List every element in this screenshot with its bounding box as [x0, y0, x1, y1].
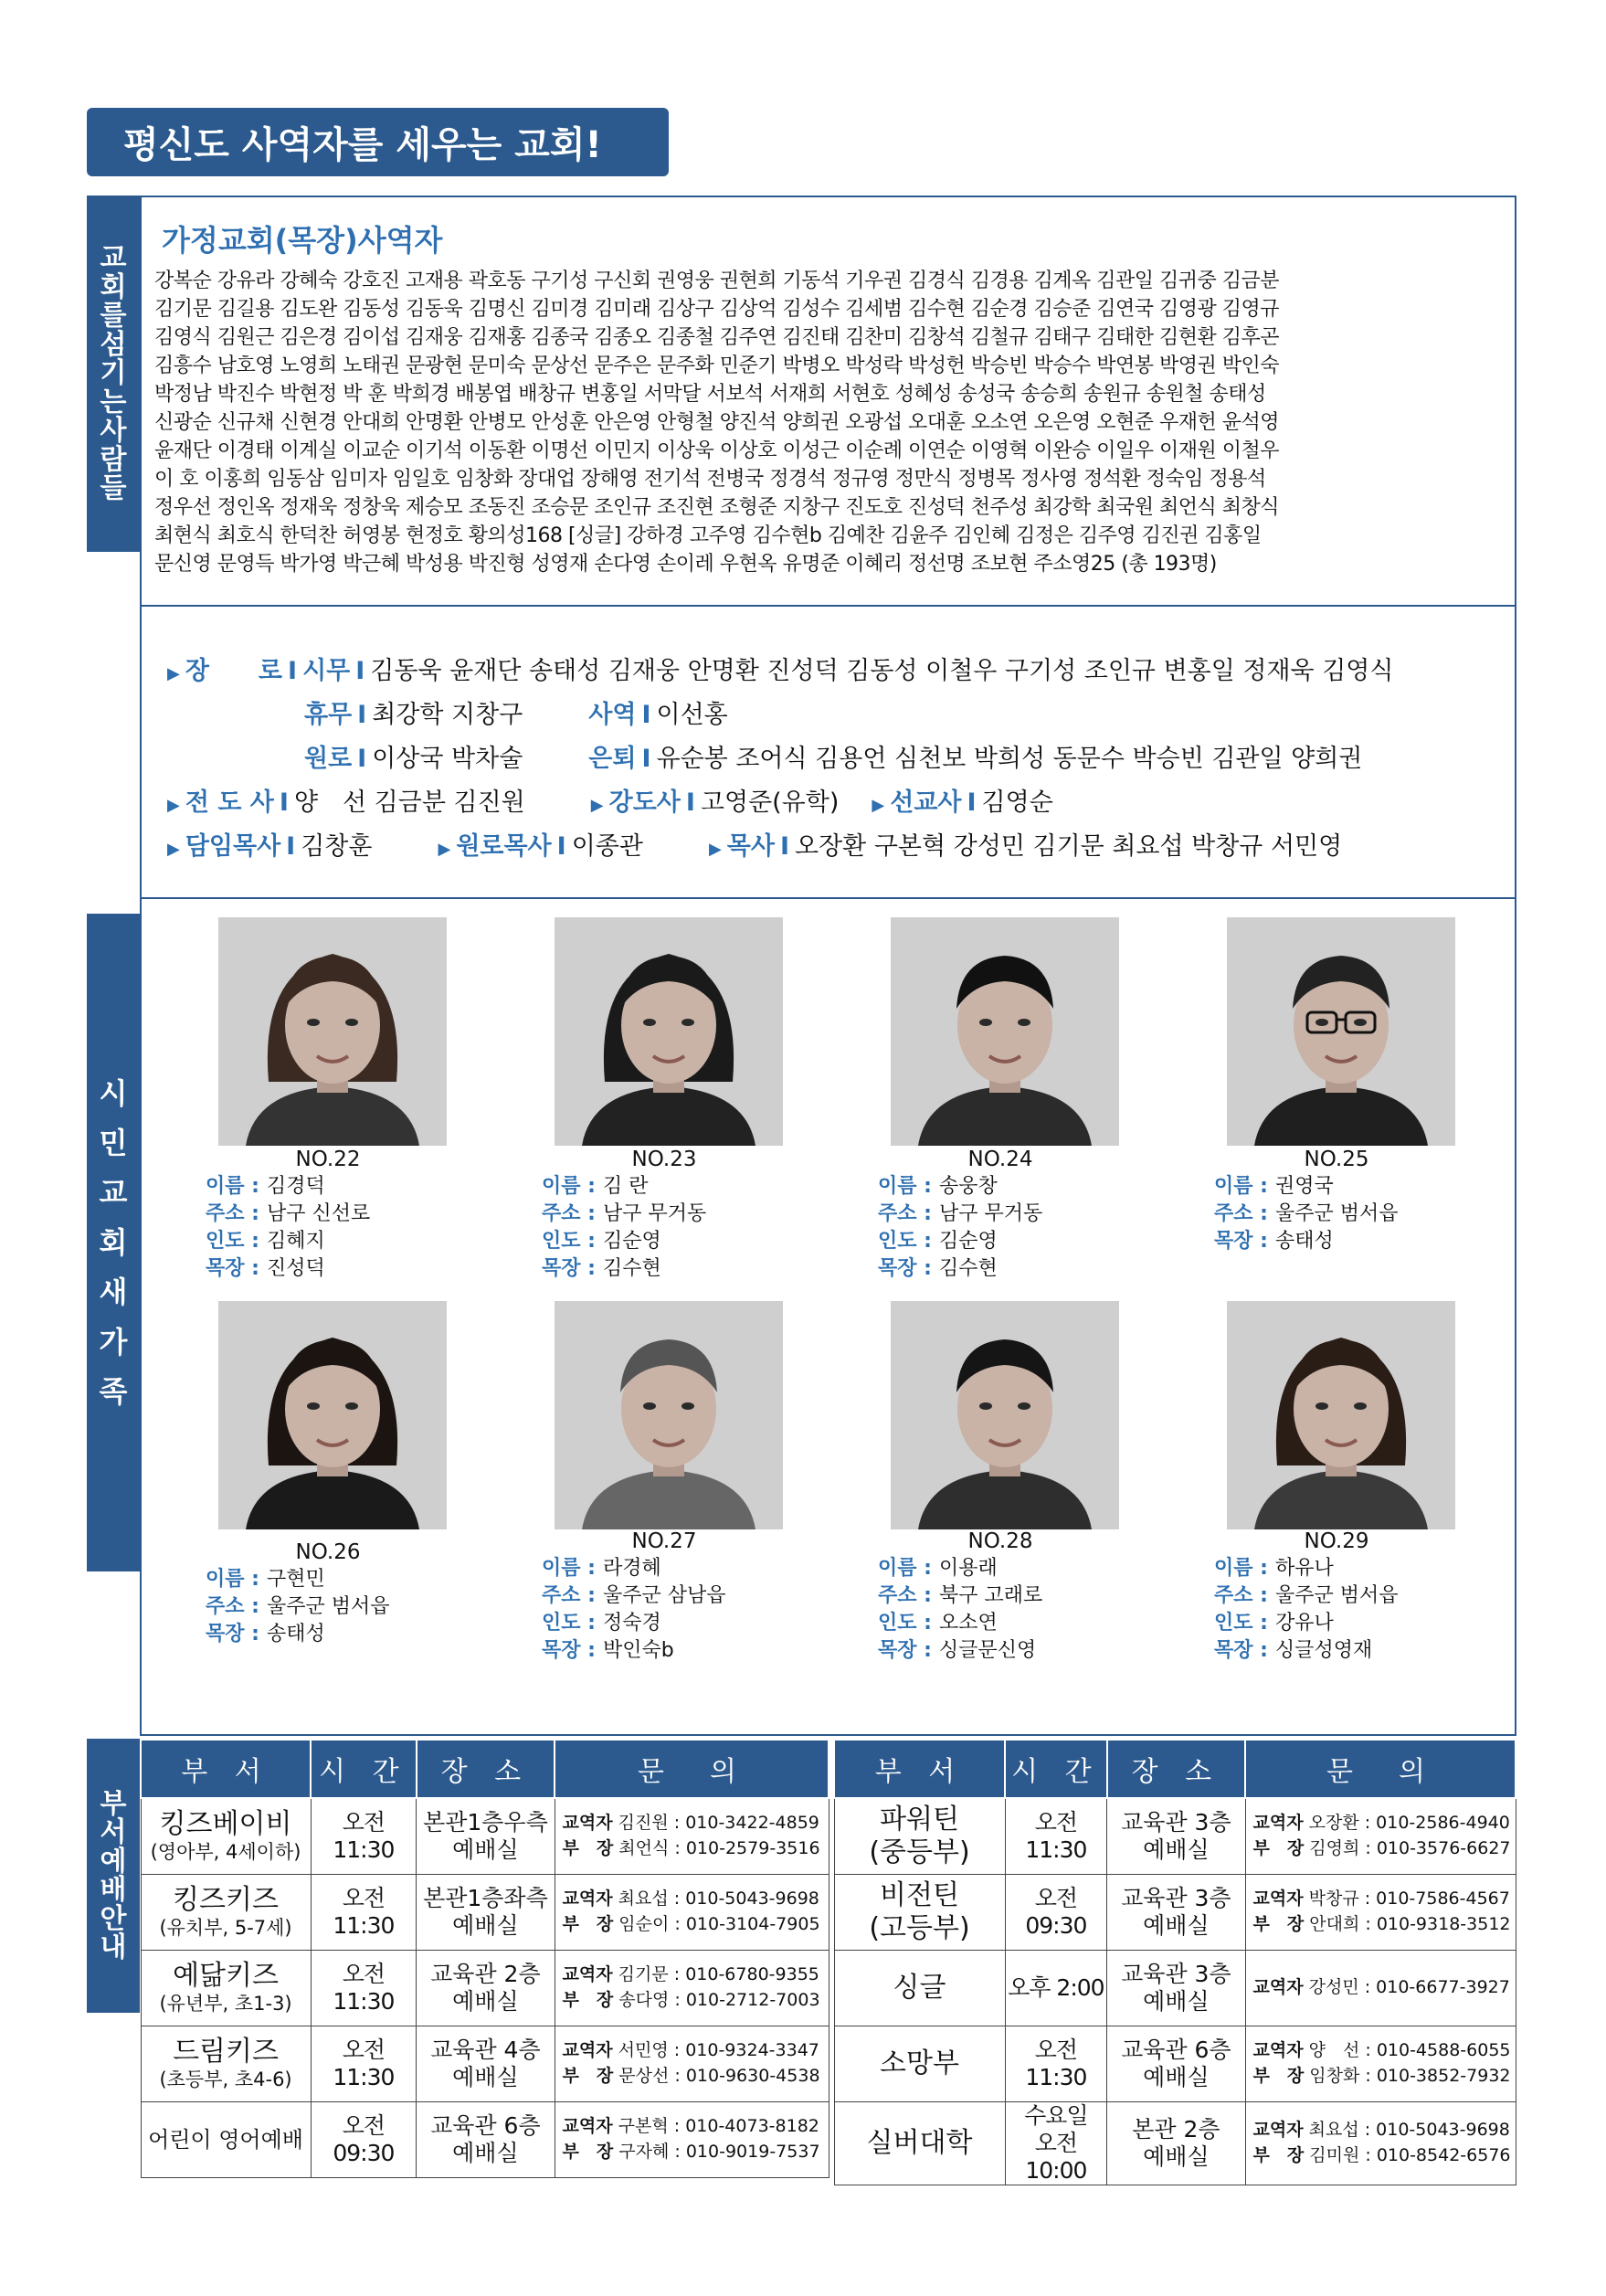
dept-row: 싱글 오후 2:00 교육관 3층 예배실 교역자 강성민 : 010-6677-3927	[834, 1951, 1516, 2026]
triangle-icon: ▶	[167, 840, 180, 859]
members-heading: 가정교회(목장)사역자	[162, 223, 443, 258]
members-line: 최현식 최호식 한덕찬 허영봉 현정호 황의성168 [싱글] 강하경 고주영 김수현b 김예찬 김윤주 김인혜 김정은 김주영 김진권 김홍일	[154, 524, 1262, 547]
dept-header: 장 소	[1107, 1740, 1245, 1798]
dept-row: 파워틴 (중등부) 오전 11:30 교육관 3층 예배실 교역자 오장환 : 010-2586-4940 부 장 김영희 : 010-3576-6627	[834, 1798, 1516, 1875]
member-photo	[218, 1301, 447, 1529]
dept-header: 문 의	[1245, 1740, 1516, 1798]
dept-contact: 교역자 최요섭 : 010-5043-9698 부 장 김미원 : 010-8542-6576	[1245, 2102, 1516, 2185]
dept-table-right	[833, 1739, 1516, 2185]
dept-row: 예닮키즈 (유년부, 초1-3) 오전 11:30 교육관 2층 예배실 교역자 김기문 : 010-6780-9355 부 장 송다영 : 010-2712-7003	[141, 1951, 829, 2026]
staff-row-pastors: ▶ 담임목사 I 김창훈 ▶ 원로목사 I 이종관 ▶ 목사 I 오장환 구본혁 강성민 김기문 최요섭 박창규 서민영	[167, 832, 1343, 861]
members-line: 박정남 박진수 박현정 박 훈 박희경 배봉엽 배창규 변홍일 서막달 서보석 서재희 서현호 성혜성 송성국 송승희 송원규 송원철 송태성	[154, 383, 1266, 406]
dept-contact: 교역자 김진원 : 010-3422-4859 부 장 최언식 : 010-2579-3516	[555, 1798, 829, 1875]
staff-section	[140, 605, 1516, 899]
dept-contact: 교역자 박창규 : 010-7586-4567 부 장 안대희 : 010-9318-3512	[1245, 1875, 1516, 1951]
members-line: 김영식 김원근 김은경 김이섭 김재웅 김재홍 김종국 김종오 김종철 김주연 김진태 김찬미 김창석 김철규 김태구 김태한 김현환 김후곤	[154, 326, 1279, 349]
dept-header: 시 간	[1005, 1740, 1107, 1798]
member-number: NO.23	[631, 1148, 697, 1171]
staff-row-evangelists: ▶ 전 도 사 I 양 선 김금분 김진원 ▶ 강도사 I 고영준(유학) ▶ 선교사 I 김영순	[167, 788, 1053, 817]
family-section-tab: 시 민 교 회 새 가 족	[87, 914, 140, 1571]
dept-contact: 교역자 구본혁 : 010-4073-8182 부 장 구자혜 : 010-9019-7537	[555, 2102, 829, 2178]
member-info: 이름 : 이용래 주소 : 북구 고래로 인도 : 오소연 목장 : 싱글문신영	[878, 1557, 1043, 1662]
dept-section-tab: 부 서 예 배 안 내	[87, 1739, 140, 2013]
members-section-tab: 교 회 를 섬 기 는 사 람 들	[87, 196, 140, 552]
member-number: NO.28	[967, 1529, 1033, 1553]
member-info: 이름 : 김 란 주소 : 남구 무거동 인도 : 김순영 목장 : 김수현	[542, 1175, 707, 1280]
dept-row: 드림키즈 (초등부, 초4-6) 오전 11:30 교육관 4층 예배실 교역자 서민영 : 010-9324-3347 부 장 문상선 : 010-9630-4538	[141, 2026, 829, 2102]
members-line: 김흥수 남호영 노영희 노태권 문광현 문미숙 문상선 문주은 문주화 민준기 박병오 박성락 박성헌 박승빈 박승수 박연봉 박영권 박인숙	[154, 354, 1279, 377]
member-photo	[555, 917, 783, 1146]
dept-header: 시 간	[311, 1740, 417, 1798]
member-number: NO.25	[1304, 1148, 1369, 1171]
triangle-icon: ▶	[590, 796, 604, 815]
staff-row-elders: ▶ 장 로 I 시무 I 김동욱 윤재단 송태성 김재웅 안명환 진성덕 김동성 이철우 구기성 조인규 변홍일 정재욱 김영식	[167, 657, 1394, 685]
dept-header: 부 서	[834, 1740, 1005, 1798]
members-list	[154, 267, 1506, 578]
dept-header: 부 서	[141, 1740, 311, 1798]
member-photo	[555, 1301, 783, 1529]
staff-row-rest: 휴무 I 최강학 지창구 사역 I 이선홍	[304, 701, 728, 729]
dept-table-left	[140, 1739, 829, 2178]
active-elders: 김동욱 윤재단 송태성 김재웅 안명환 진성덕 김동성 이철우 구기성 조인규 변홍일 정재욱 김영식	[370, 657, 1394, 685]
member-info: 이름 : 김경덕 주소 : 남구 신선로 인도 : 김혜지 목장 : 진성덕	[206, 1175, 371, 1280]
members-section	[140, 196, 1516, 607]
triangle-icon: ▶	[438, 840, 451, 859]
member-number: NO.24	[967, 1148, 1033, 1171]
dept-row: 소망부 오전 11:30 교육관 6층 예배실 교역자 양 선 : 010-4588-6055 부 장 임창화 : 010-3852-7932	[834, 2026, 1516, 2102]
dept-contact: 교역자 최요섭 : 010-5043-9698 부 장 임순이 : 010-3104-7905	[555, 1875, 829, 1951]
members-line: 이 호 이홍희 임동삼 임미자 임일호 임창화 장대업 장해영 전기석 전병국 정경석 정규영 정만식 정병목 정사영 정석환 정숙임 정용석	[154, 468, 1266, 491]
member-number: NO.29	[1304, 1529, 1369, 1553]
member-info: 이름 : 라경혜 주소 : 울주군 삼남읍 인도 : 정숙경 목장 : 박인숙b	[542, 1557, 726, 1662]
members-line: 신광순 신규채 신현경 안대희 안명환 안병모 안성훈 안은영 안형철 양진석 양희권 오광섭 오대훈 오소연 오은영 오현준 우재헌 윤석영	[154, 411, 1279, 434]
dept-header: 장 소	[417, 1740, 555, 1798]
member-info: 이름 : 권영국 주소 : 울주군 범서읍 목장 : 송태성	[1214, 1175, 1399, 1253]
triangle-icon: ▶	[167, 664, 180, 683]
dept-row: 킹즈키즈 (유치부, 5-7세) 오전 11:30 본관1층좌측 예배실 교역자 최요섭 : 010-5043-9698 부 장 임순이 : 010-3104-7905	[141, 1875, 829, 1951]
dept-row: 킹즈베이비 (영아부, 4세이하) 오전 11:30 본관1층우측 예배실 교역자 김진원 : 010-3422-4859 부 장 최언식 : 010-2579-3516	[141, 1798, 829, 1875]
dept-contact: 교역자 김기문 : 010-6780-9355 부 장 송다영 : 010-2712-7003	[555, 1951, 829, 2026]
dept-header: 문 의	[555, 1740, 829, 1798]
member-number: NO.22	[295, 1148, 361, 1171]
dept-row: 비전틴 (고등부) 오전 09:30 교육관 3층 예배실 교역자 박창규 : 010-7586-4567 부 장 안대희 : 010-9318-3512	[834, 1875, 1516, 1951]
staff-row-emeritus: 원로 I 이상국 박차술 은퇴 I 유순봉 조어식 김용언 심천보 박희성 동문수 박승빈 김관일 양희권	[304, 745, 1363, 773]
dept-contact: 교역자 서민영 : 010-9324-3347 부 장 문상선 : 010-9630-4538	[555, 2026, 829, 2102]
members-line: 윤재단 이경태 이계실 이교순 이기석 이동환 이명선 이민지 이상욱 이상호 이성근 이순례 이연순 이영혁 이완승 이일우 이재원 이철우	[154, 439, 1279, 462]
triangle-icon: ▶	[167, 796, 180, 815]
member-number: NO.27	[631, 1529, 697, 1553]
page-title: 평신도 사역자를 세우는 교회!	[87, 108, 669, 176]
members-line: 문신영 문영득 박가영 박근혜 박성용 박진형 성영재 손다영 손이레 우현옥 유명준 이혜리 정선명 조보현 주소영25 (총 193명)	[154, 553, 1217, 576]
dept-contact: 교역자 강성민 : 010-6677-3927	[1245, 1951, 1516, 2026]
dept-contact: 교역자 양 선 : 010-4588-6055 부 장 임창화 : 010-3852-7932	[1245, 2026, 1516, 2102]
member-photo	[1227, 1301, 1455, 1529]
member-photo	[1227, 917, 1455, 1146]
members-line: 정우선 정인옥 정재욱 정창욱 제승모 조동진 조승문 조인규 조진현 조형준 지창구 진도호 진성덕 천주성 최강학 최국원 최언식 최창식	[154, 496, 1279, 519]
dept-contact: 교역자 오장환 : 010-2586-4940 부 장 김영희 : 010-3576-6627	[1245, 1798, 1516, 1875]
member-photo	[218, 917, 447, 1146]
member-number: NO.26	[295, 1540, 361, 1564]
member-photo	[891, 1301, 1119, 1529]
member-info: 이름 : 구현민 주소 : 울주군 범서읍 목장 : 송태성	[206, 1568, 390, 1645]
triangle-icon: ▶	[872, 796, 885, 815]
members-line: 강복순 강유라 강혜숙 강호진 고재용 곽호동 구기성 구신회 권영웅 권현희 기동석 기우권 김경식 김경용 김계옥 김관일 김귀중 김금분	[154, 270, 1279, 292]
new-family-section	[140, 897, 1516, 1736]
member-info: 이름 : 하유나 주소 : 울주군 범서읍 인도 : 강유나 목장 : 싱글성영재	[1214, 1557, 1399, 1662]
dept-row: 실버대학 수요일 오전 10:00 본관 2층 예배실 교역자 최요섭 : 010-5043-9698 부 장 김미원 : 010-8542-6576	[834, 2102, 1516, 2185]
member-photo	[891, 917, 1119, 1146]
dept-row: 어린이 영어예배 오전 09:30 교육관 6층 예배실 교역자 구본혁 : 010-4073-8182 부 장 구자혜 : 010-9019-7537	[141, 2102, 829, 2178]
member-info: 이름 : 송웅창 주소 : 남구 무거동 인도 : 김순영 목장 : 김수현	[878, 1175, 1043, 1280]
members-line: 김기문 김길용 김도완 김동성 김동욱 김명신 김미경 김미래 김상구 김상억 김성수 김세범 김수현 김순경 김승준 김연국 김영광 김영규	[154, 298, 1279, 321]
triangle-icon: ▶	[708, 840, 722, 859]
